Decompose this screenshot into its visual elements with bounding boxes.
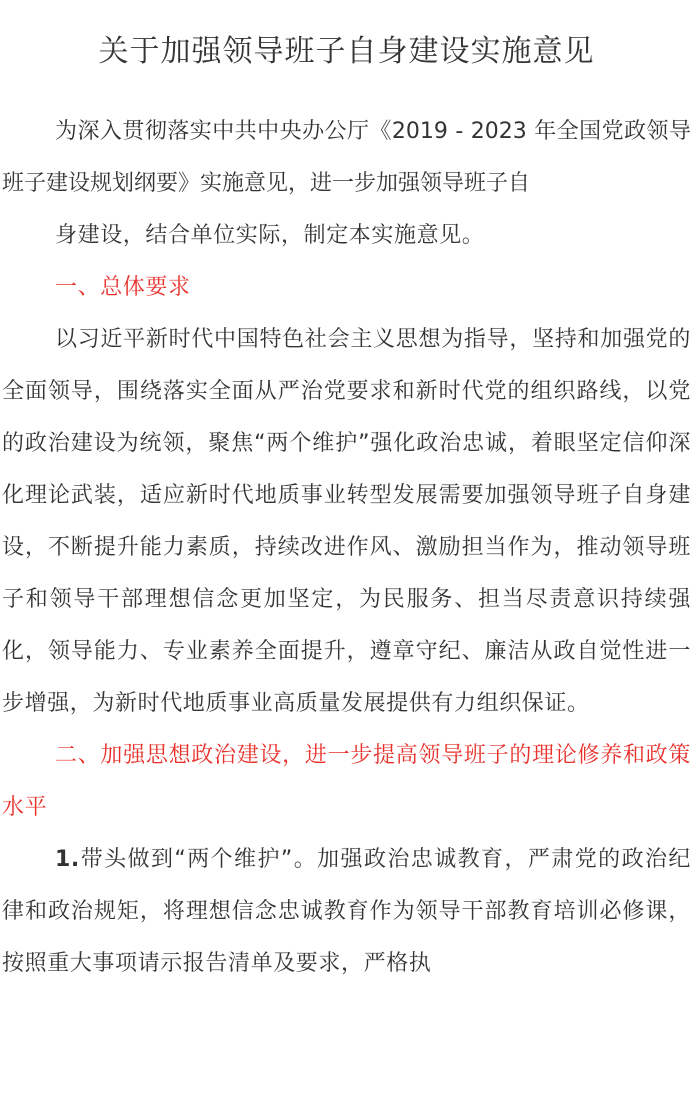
item-1-lead: 带头做到“两个维护”	[79, 847, 293, 872]
document-body	[2, 106, 691, 990]
item-1-body: 。加强政治忠诚教育，严肃党的政治纪律和政治规矩，将理想信念忠诚教育作为领导干部教育培训必修课，按照重大事项请示报告清单及要求，严格执	[2, 847, 692, 976]
document-title: 关于加强领导班子自身建设实施意见	[98, 34, 595, 69]
intro-paragraph: 为深入贯彻落实中共中央办公厅《2019 - 2023 年全国党政领导班子建设规划纲要》实施意见，进一步加强领导班子自	[2, 119, 691, 196]
section-1-heading: 一、总体要求	[55, 275, 191, 300]
item-1-paragraph	[2, 834, 691, 990]
section-2-heading: 二、加强思想政治建设，进一步提高领导班子的理论修养和政策水平	[2, 743, 691, 820]
section-1-paragraph: 以习近平新时代中国特色社会主义思想为指导，坚持和加强党的全面领导，围绕落实全面从严治党要求和新时代党的组织路线，以党的政治建设为统领，聚焦“两个维护”强化政治忠诚，着眼坚定信仰深化理论武装，适应新时代地质事业转型发展需要加强领导班子自身建设，不断提升能力素质，持续改进作风、激励担当作为，推动领导班子和领导干部理想信念更加坚定，为民服务、担当尽责意识持续强化，领导能力、专业素养全面提升，遵章守纪、廉洁从政自觉性进一步增强，为新时代地质事业高质量发展提供有力组织保证。	[2, 327, 691, 716]
item-1-number: 1.	[55, 847, 80, 872]
intro-paragraph-continuation: 身建设，结合单位实际，制定本实施意见。	[55, 223, 485, 248]
